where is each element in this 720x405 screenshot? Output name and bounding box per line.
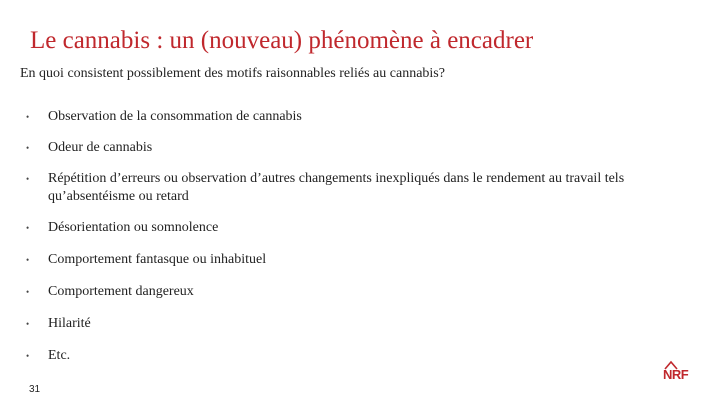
bullet-item — [26, 251, 678, 269]
bullet-text: Répétition d’erreurs ou observation d’autres changements inexpliqués dans le rendement au travail tels qu’absentéisme ou retard — [48, 171, 625, 204]
bullet-icon: • — [26, 112, 30, 122]
nrf-logo — [663, 360, 697, 382]
bullet-icon: • — [26, 174, 30, 184]
bullet-item — [26, 219, 678, 237]
bullet-icon: • — [26, 287, 30, 297]
bullet-item — [26, 315, 678, 333]
bullet-item — [26, 347, 678, 365]
bullet-icon: • — [26, 351, 30, 361]
bullet-item — [26, 170, 678, 206]
bullet-icon: • — [26, 143, 30, 153]
bullet-text: Comportement dangereux — [48, 284, 194, 299]
bullet-text: Désorientation ou somnolence — [48, 220, 219, 235]
bullet-item — [26, 108, 678, 126]
bullet-icon: • — [26, 255, 30, 265]
bullet-icon: • — [26, 319, 30, 329]
bullet-text: Odeur de cannabis — [48, 140, 153, 155]
bullet-icon: • — [26, 223, 30, 233]
bullet-text: Hilarité — [48, 316, 91, 331]
logo-text: NRF — [663, 367, 689, 382]
page-number: 31 — [29, 384, 41, 395]
bullet-item — [26, 283, 678, 301]
slide-title: Le cannabis : un (nouveau) phénomène à encadrer — [30, 27, 534, 54]
slide-subtitle: En quoi consistent possiblement des motifs raisonnables reliés au cannabis? — [20, 66, 445, 81]
bullet-text: Observation de la consommation de cannabis — [48, 109, 302, 124]
bullet-text: Etc. — [48, 348, 71, 363]
bullet-item — [26, 139, 678, 157]
bullet-text: Comportement fantasque ou inhabituel — [48, 252, 267, 267]
